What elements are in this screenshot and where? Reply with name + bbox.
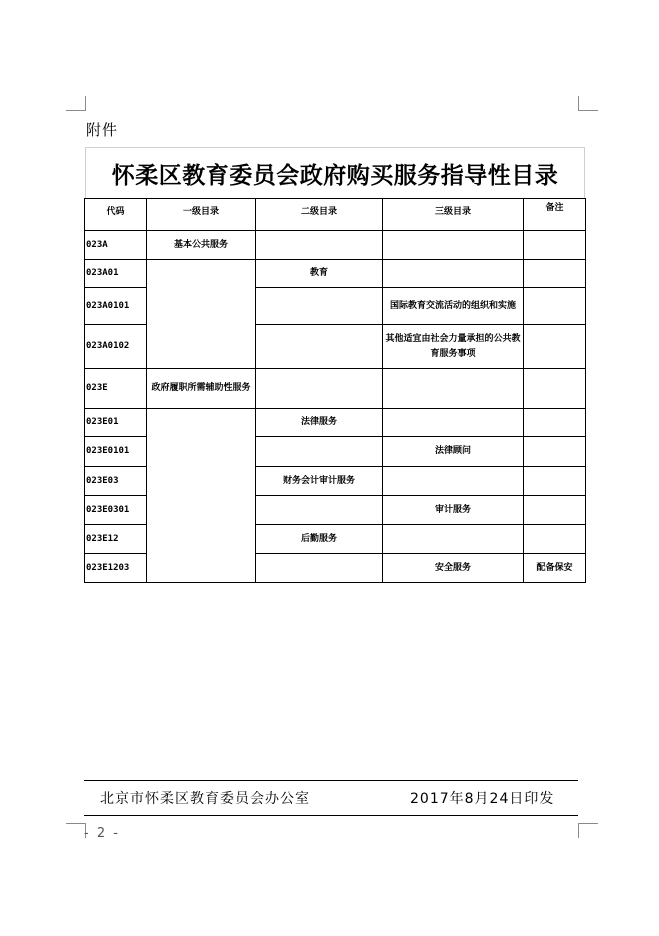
cell-code: 023A0102 [85,325,147,369]
header-code: 代码 [85,199,147,231]
footer-divider-top [84,780,578,781]
table-row [85,409,586,437]
cell-code: 023E [85,369,147,409]
cell-level1: 基本公共服务 [147,231,256,260]
cell-code: 023E1203 [85,554,147,583]
cell-level3 [383,260,524,288]
cell-remark [524,437,586,467]
footer-divider-bottom [84,815,578,816]
cell-level3 [383,231,524,260]
attachment-label: 附件 [86,121,119,139]
cell-code: 023A0101 [85,288,147,325]
cell-remark [524,325,586,369]
cell-code: 023E12 [85,525,147,554]
table-row [85,369,586,409]
cell-level2: 后勤服务 [256,525,383,554]
cell-remark [524,525,586,554]
cell-remark [524,467,586,496]
cell-level3: 法律顾问 [383,437,524,467]
cell-level3 [383,369,524,409]
cell-level1-merged [147,260,256,369]
cell-level2 [256,369,383,409]
cell-code: 023A [85,231,147,260]
cell-level3: 安全服务 [383,554,524,583]
cell-remark [524,409,586,437]
header-level1: 一级目录 [147,199,256,231]
cell-level3: 国际教育交流活动的组织和实施 [383,288,524,325]
crop-mark-bottom-right [578,823,598,838]
cell-remark [524,369,586,409]
cell-level1: 政府履职所需辅助性服务 [147,369,256,409]
cell-code: 023E0301 [85,496,147,525]
header-level2: 二级目录 [256,199,383,231]
cell-level2 [256,554,383,583]
table-row [85,260,586,288]
cell-remark [524,231,586,260]
cell-level2 [256,437,383,467]
cell-remark [524,288,586,325]
cell-level2 [256,325,383,369]
cell-remark [524,260,586,288]
crop-mark-bottom-left [66,823,86,838]
cell-level3 [383,409,524,437]
cell-level2 [256,288,383,325]
page-number: - 2 - [84,826,120,841]
title-box [85,147,585,198]
cell-remark: 配备保安 [524,554,586,583]
footer-date: 2017年8月24日印发 [410,791,555,807]
catalog-table [84,198,586,583]
header-remark: 备注 [524,199,586,231]
cell-level2: 教育 [256,260,383,288]
table-row [85,231,586,260]
document-title: 怀柔区教育委员会政府购买服务指导性目录 [111,161,559,189]
cell-level2: 法律服务 [256,409,383,437]
cell-level2: 财务会计审计服务 [256,467,383,496]
cell-level1-merged [147,409,256,583]
table-header-row [85,199,586,231]
cell-level3 [383,525,524,554]
header-level3: 三级目录 [383,199,524,231]
cell-remark [524,496,586,525]
cell-level3: 其他适宜由社会力量承担的公共教育服务事项 [383,325,524,369]
cell-level2 [256,231,383,260]
cell-code: 023E0101 [85,437,147,467]
crop-mark-top-right [578,96,598,111]
crop-mark-top-left [66,96,86,111]
cell-code: 023A01 [85,260,147,288]
cell-code: 023E01 [85,409,147,437]
cell-level3 [383,467,524,496]
cell-level3: 审计服务 [383,496,524,525]
cell-level2 [256,496,383,525]
footer-organization: 北京市怀柔区教育委员会办公室 [100,791,310,807]
cell-code: 023E03 [85,467,147,496]
